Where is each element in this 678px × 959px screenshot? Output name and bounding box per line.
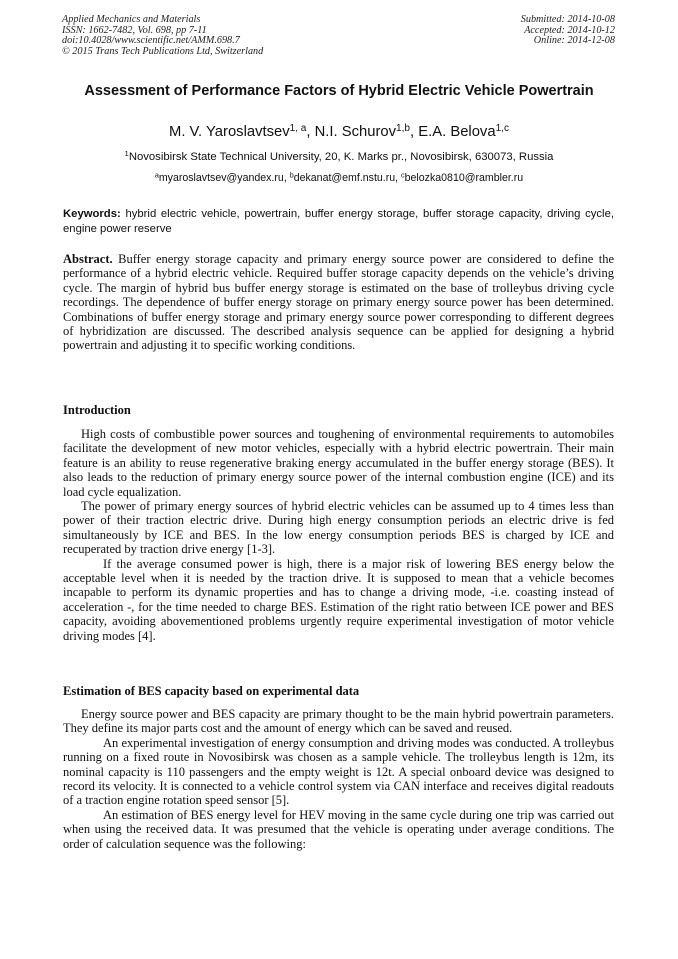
author: M. V. Yaroslavtsev$^{1, a}$, (169, 122, 315, 140)
copyright-line: © 2015 Trans Tech Publications Ltd, Switzerland (62, 45, 264, 57)
paragraph: An experimental investigation of energy consumption and driving modes was conducted. A trolleybus running on a fixed route in Novosibirsk was chosen as a sample vehicle. The trolleybus length is 12m, its nominal capacity is 110 passengers and the empty weight is 12t. A special onboard device was designed to record its velocity. It is connected to a vehicle control system via CAN interface and receives digital readouts of a traction engine rotation speed sensor [5]. (63, 735, 614, 808)
email-link[interactable]: $^b$dekanat@emf.nstu.ru (289, 170, 396, 184)
abstract-section (63, 252, 614, 353)
accepted-date: Accepted: 2014-10-12 (524, 24, 615, 36)
dates-info (521, 15, 615, 47)
email-link[interactable]: $^a$myaroslavtsev@yandex.ru (154, 170, 284, 184)
introduction-heading: Introduction (63, 403, 131, 417)
paragraph: High costs of combustible power sources and toughening of environmental requirements to automobiles facilitate the development of new motor vehicles, especially with a hybrid electric powertrain. Their main feature is an ability to reuse regenerative braking energy accumulated in the buffer energy storage (BES). It also leads to the reduction of primary energy source power of the internal combustion engine (ICE) and its load cycle equalization. (63, 427, 614, 499)
keywords-text: hybrid electric vehicle, powertrain, buffer energy storage, buffer storage capacity, driving cycle, engine power reserve (63, 208, 614, 235)
email-link[interactable]: $^c$belozka0810@rambler.ru (401, 170, 524, 184)
author: N.I. Schurov$^{1,b}$, (314, 122, 419, 140)
keywords-label: Keywords: (63, 208, 121, 220)
issn-line: ISSN: 1662-7482, Vol. 698, pp 7-11 (62, 24, 207, 36)
author: E.A. Belova$^{1,c}$ (418, 122, 509, 140)
doi-line: doi:10.4028/www.scientific.net/AMM.698.7 (62, 35, 240, 47)
author-emails: $^a$myaroslavtsev@yandex.ru, $^b$dekanat@emf.nstu.ru, $^c$belozka0810@rambler.ru (154, 170, 524, 184)
paragraph: The power of primary energy sources of hybrid electric vehicles can be assumed up to 4 times less than power of their traction electric drive. During high energy consumption periods an electric drive is fed simultaneously by ICE and BES. In the low energy consumption periods BES is charged by ICE and recuperated by traction drive energy [1-3]. (63, 499, 614, 557)
abstract-text: Buffer energy storage capacity and primary energy source power are considered to define the performance of a hybrid electric vehicle. Required buffer storage capacity depends on the vehicle’s driving cycle. The margin of hybrid bus buffer energy storage is estimated on the base of trolleybus driving cycle recordings. The dependence of buffer energy storage on primary energy source power has been determined. Combinations of buffer energy storage and primary energy source power corresponding to different degrees of hybridization are discussed. The described analysis sequence can be applied for designing a hybrid powertrain and adjusting it to specific working conditions. (63, 252, 614, 353)
keywords-section (63, 207, 614, 236)
abstract-label: Abstract. (63, 252, 113, 266)
journal-name: Applied Mechanics and Materials (62, 14, 201, 25)
paragraph: An estimation of BES energy level for HEV moving in the same cycle during one trip was carried out when using the received data. It was presumed that the vehicle is operating under average conditions. The order of calculation sequence was the following: (63, 807, 614, 851)
affiliation: $^1$Novosibirsk State Technical University, 20, K. Marks pr., Novosibirsk, 630073, Russia (124, 149, 554, 163)
introduction-body (63, 427, 614, 643)
author-list (60, 123, 618, 141)
estimation-heading: Estimation of BES capacity based on experimental data (63, 684, 360, 698)
submitted-date: Submitted: 2014-10-08 (520, 14, 615, 25)
paragraph: Energy source power and BES capacity are primary thought to be the main hybrid powertrain parameters. They define its major parts cost and the amount of energy which can be saved and reused. (63, 707, 614, 736)
paper-title: Assessment of Performance Factors of Hybrid Electric Vehicle Powertrain (84, 83, 594, 99)
estimation-body (63, 707, 614, 851)
online-date: Online: 2014-12-08 (533, 35, 615, 47)
journal-info (62, 15, 263, 57)
paragraph: If the average consumed power is high, there is a major risk of lowering BES energy below the acceptable level when it is needed by the traction drive. It is supposed to mean that a vehicle becomes incapable to perform its dynamic properties and has to change a driving mode, -i.e. coasting instead of acceleration -, for the time needed to charge BES. Estimation of the right ratio between ICE power and BES capacity, avoiding abovementioned problems urgently require experimental investigation of motor vehicle driving modes [4]. (63, 556, 614, 643)
